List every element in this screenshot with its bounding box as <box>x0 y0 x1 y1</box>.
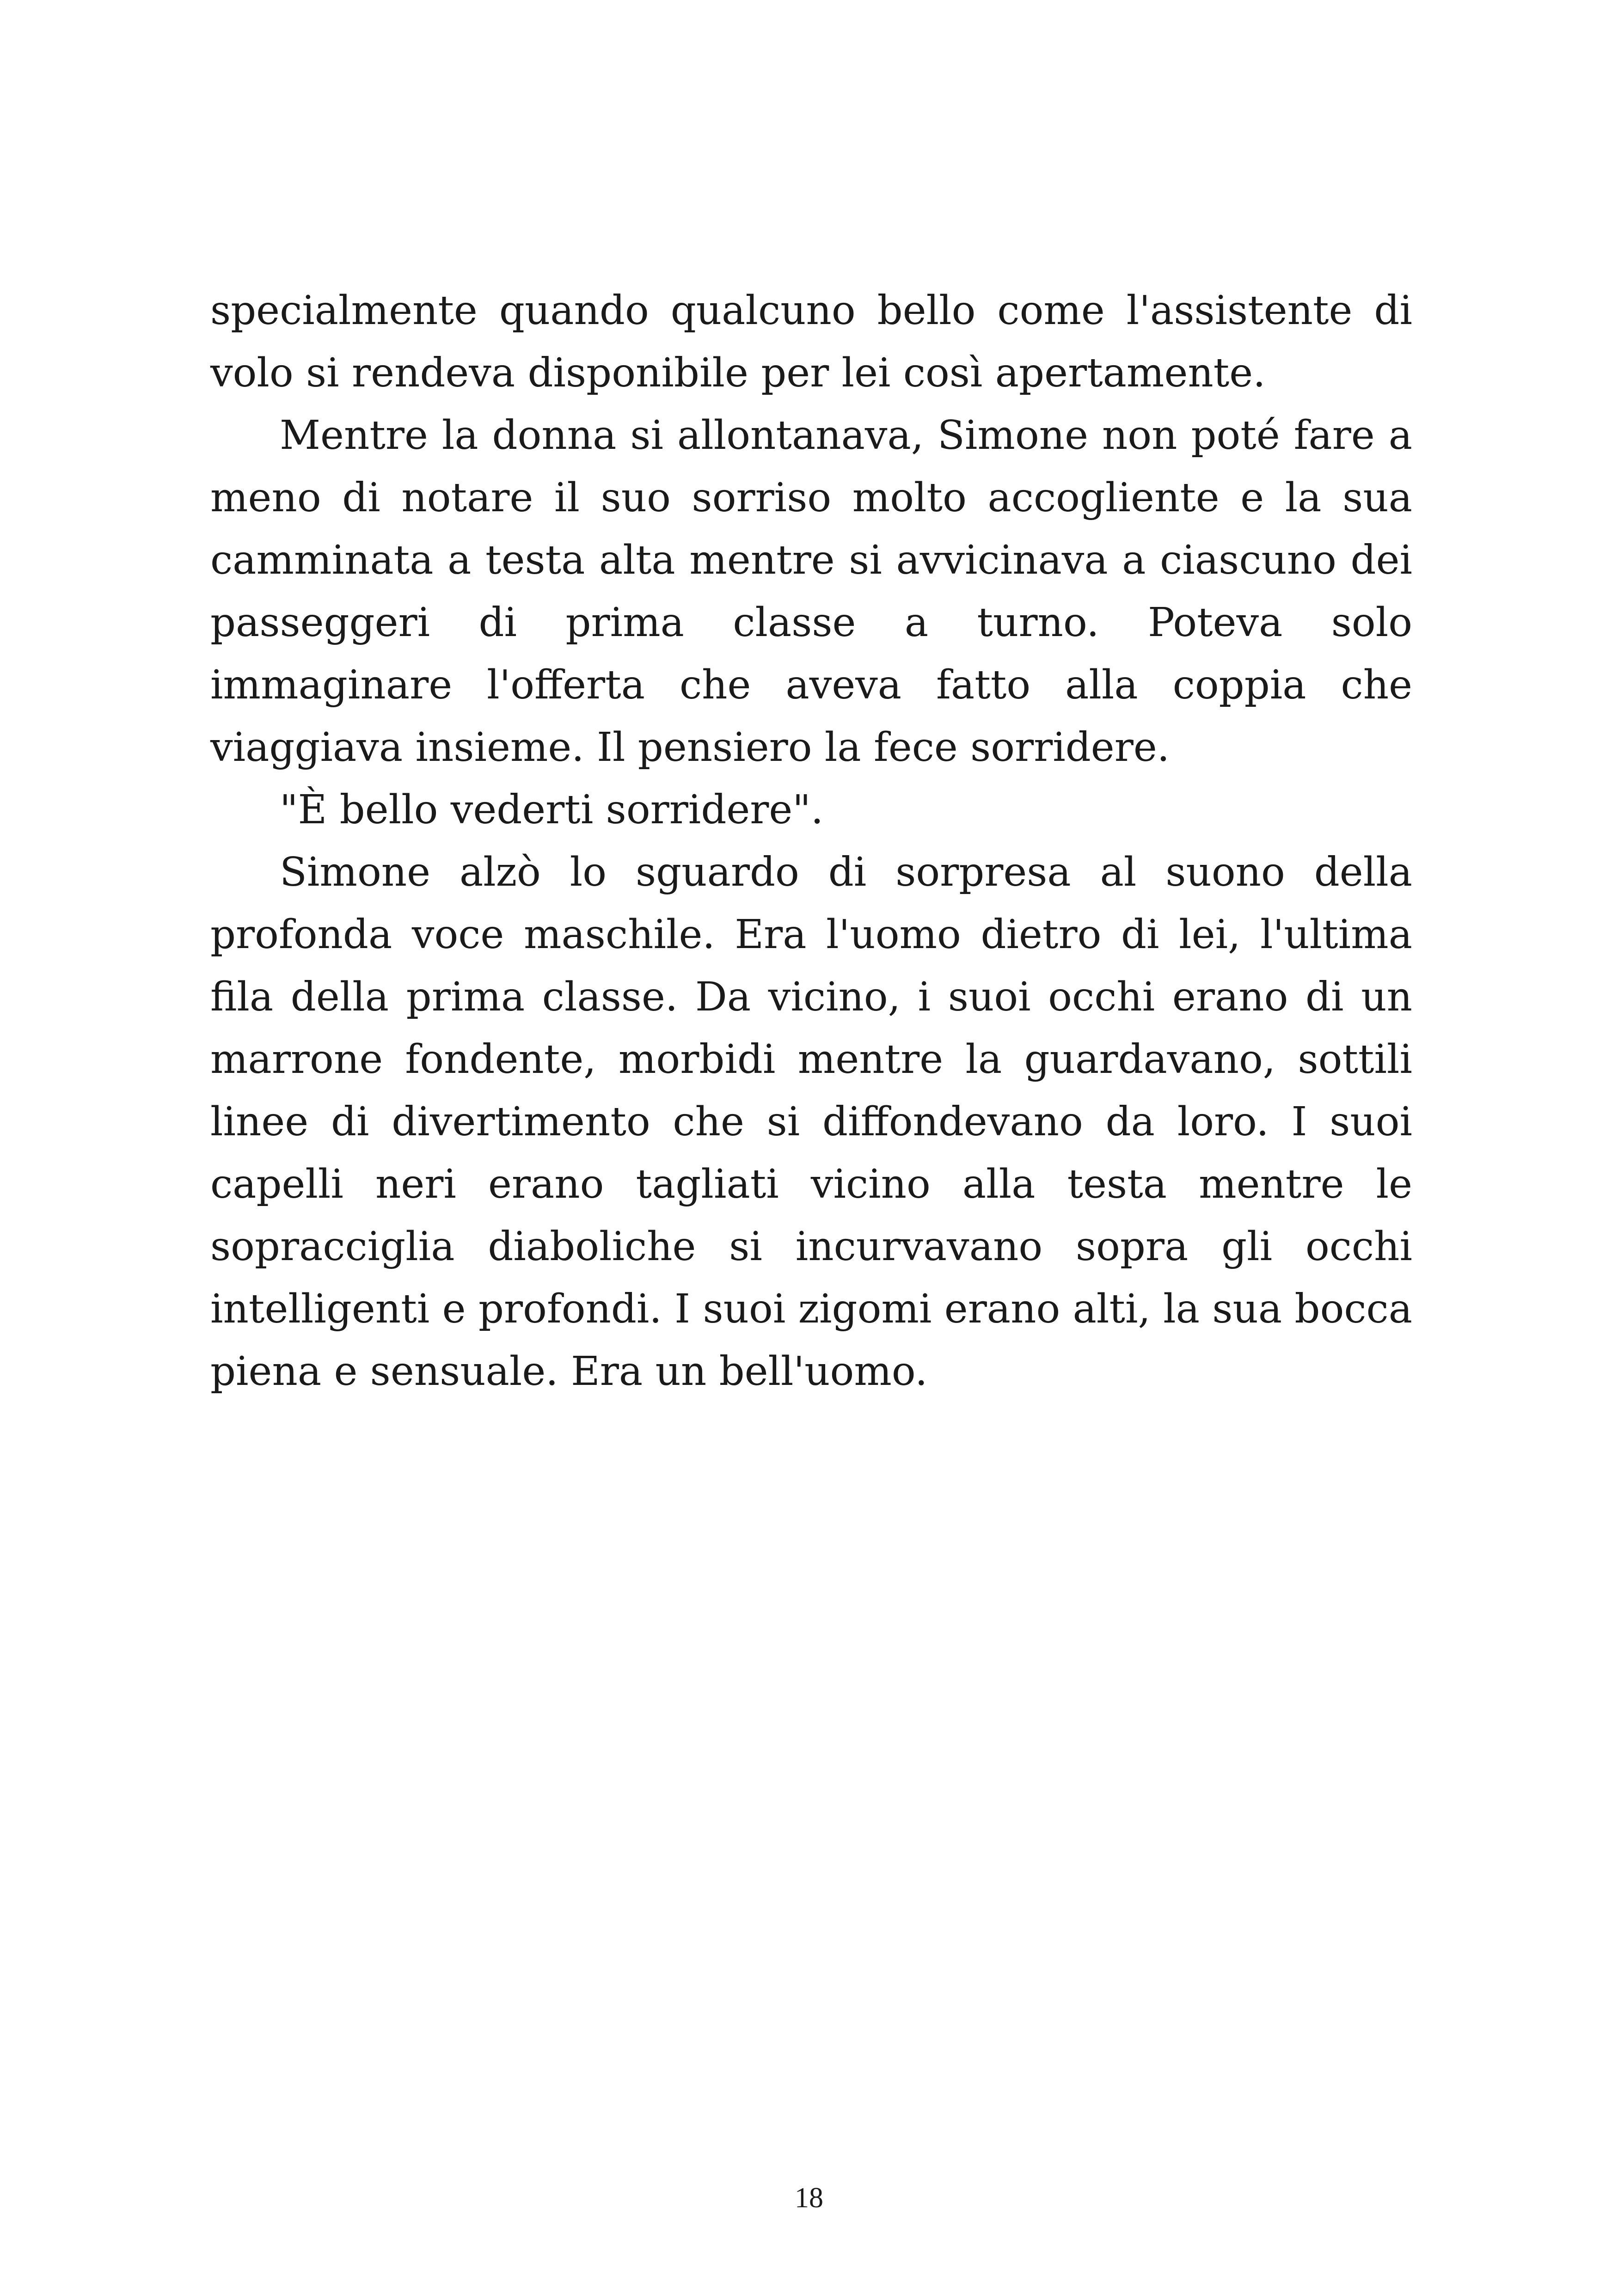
body-text <box>210 280 1412 1403</box>
paragraph: Mentre la donna si allontanava, Simone non poté fare a meno di notare il suo sorriso molto accogliente e la sua camminata a testa alta mentre si avvicinava a ciascuno dei passeggeri di prima classe a turno. Poteva solo immaginare l'offerta che aveva fatto alla coppia che viaggiava insieme. Il pensiero la fece sorridere. <box>210 412 1412 771</box>
paragraph-continuation: specialmente quando qualcuno bello come l'assistente di volo si rendeva disponibile per lei così apertamente. <box>210 288 1412 396</box>
page-number: 18 <box>795 2182 823 2214</box>
paragraph: Simone alzò lo sguardo di sorpresa al suono della profonda voce maschile. Era l'uomo dietro di lei, l'ultima fila della prima classe. Da vicino, i suoi occhi erano di un marrone fondente, morbidi mentre la guardavano, sottili linee di divertimento che si diffondevano da loro. I suoi capelli neri erano tagliati vicino alla testa mentre le sopracciglia diaboliche si incurvavano sopra gli occhi intelligenti e profondi. I suoi zigomi erano alti, la sua bocca piena e sensuale. Era un bell'uomo. <box>210 849 1412 1395</box>
paragraph-dialogue: "È bello vederti sorridere". <box>280 787 824 833</box>
